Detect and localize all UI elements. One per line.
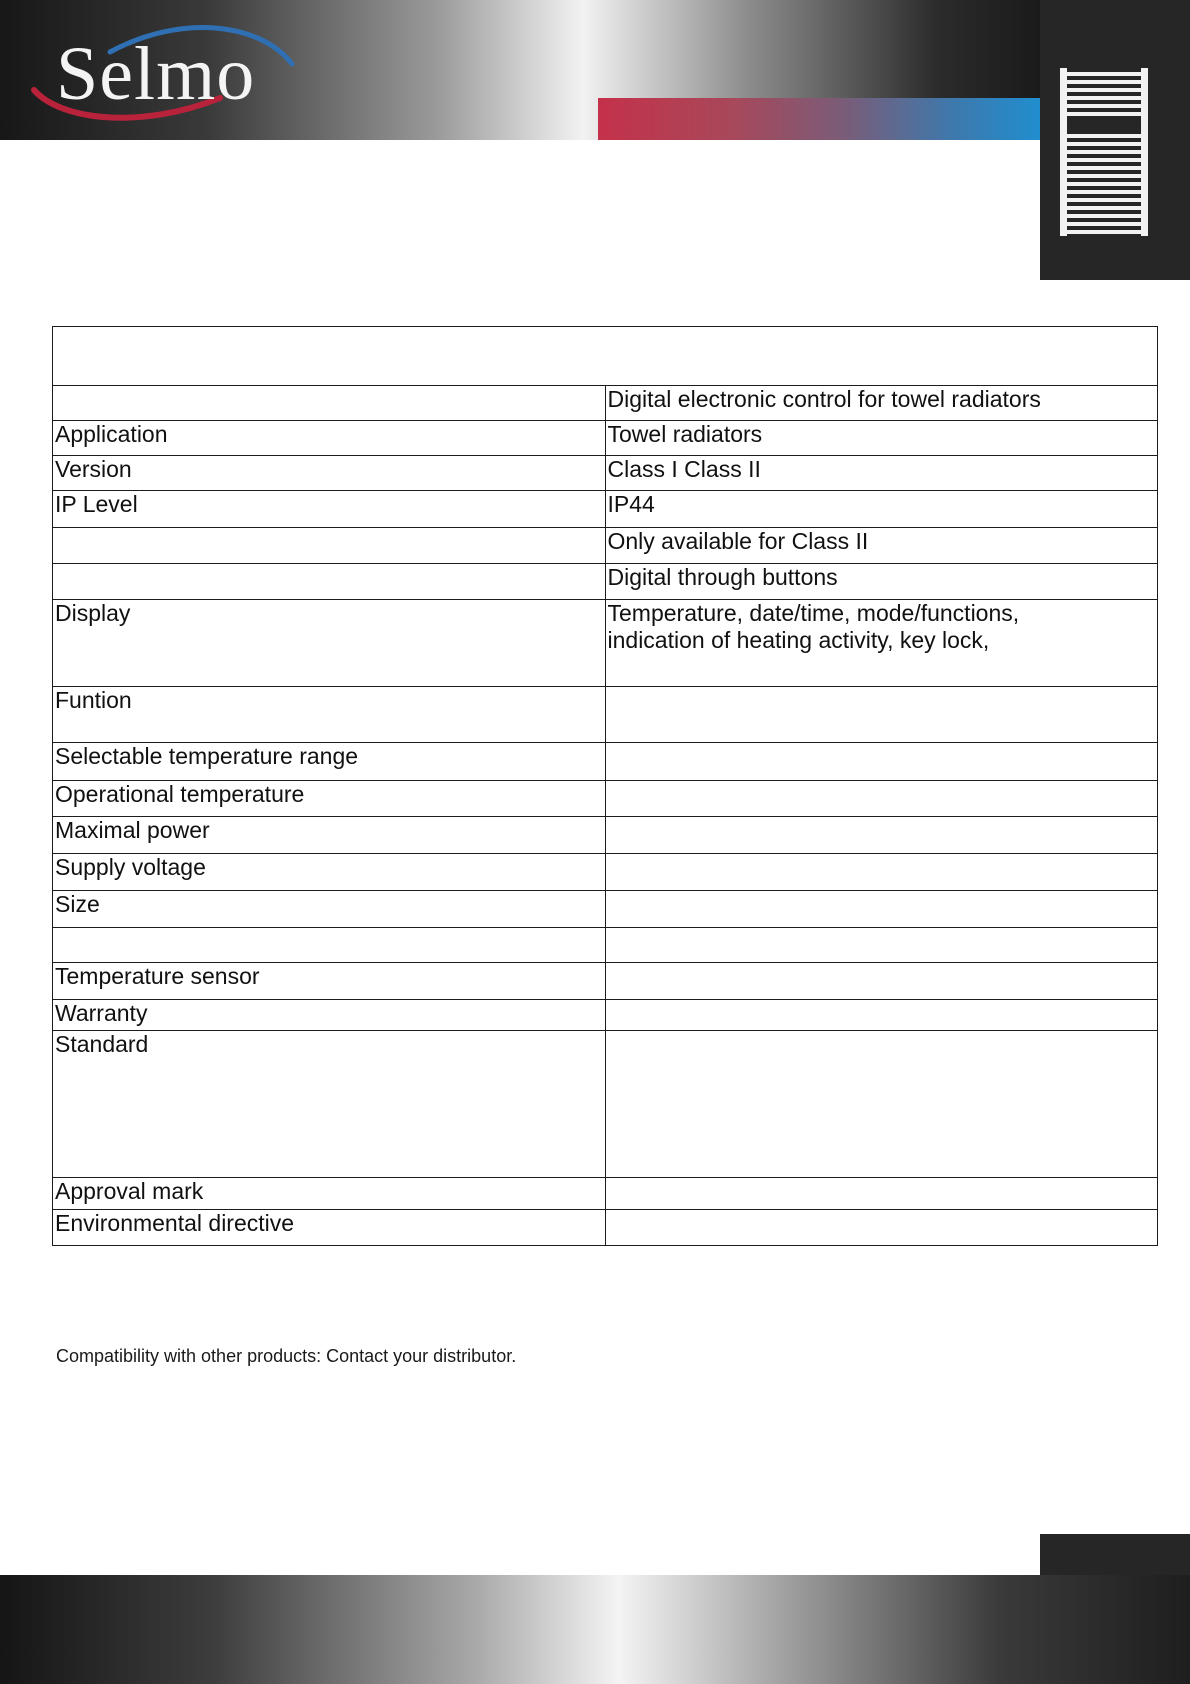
table-row: [53, 781, 1158, 817]
spec-label: Application: [53, 421, 606, 456]
radiator-rail: [1060, 206, 1148, 210]
spec-label: Display: [53, 600, 606, 687]
spec-label: Size: [53, 891, 606, 928]
brand-logo: [30, 18, 300, 128]
spec-value: Only available for Class II: [605, 528, 1158, 564]
header-band: [0, 0, 1040, 140]
spec-label: Selectable temperature range: [53, 743, 606, 781]
radiator-rail: [1060, 104, 1148, 108]
table-row: [53, 963, 1158, 1000]
table-row: [53, 817, 1158, 854]
radiator-rail: [1060, 150, 1148, 154]
spec-value: [605, 743, 1158, 781]
table-header-cell: [53, 327, 1158, 386]
spec-value: [605, 963, 1158, 1000]
spec-value: [605, 928, 1158, 963]
spec-label: Operational temperature: [53, 781, 606, 817]
spec-value: Temperature, date/time, mode/functions, indication of heating activity, key lock,: [605, 600, 1158, 687]
radiator-rail: [1060, 190, 1148, 194]
spec-label: Standard: [53, 1031, 606, 1178]
spec-label: Funtion: [53, 687, 606, 743]
table-row: [53, 743, 1158, 781]
spec-value: [605, 1178, 1158, 1210]
spec-value: [605, 781, 1158, 817]
radiator-rail: [1060, 158, 1148, 162]
radiator-rail: [1060, 142, 1148, 146]
spec-value: Towel radiators: [605, 421, 1158, 456]
spec-value: [605, 817, 1158, 854]
radiator-rail: [1060, 214, 1148, 218]
radiator-rail: [1060, 96, 1148, 100]
spec-value: [605, 687, 1158, 743]
footer-corner-block: [1040, 1534, 1190, 1576]
spec-label: Supply voltage: [53, 854, 606, 891]
spec-label: [53, 928, 606, 963]
spec-label: Warranty: [53, 1000, 606, 1031]
table-row: [53, 891, 1158, 928]
table-row: [53, 421, 1158, 456]
radiator-rail: [1060, 72, 1148, 76]
spec-value: [605, 854, 1158, 891]
spec-label: [53, 386, 606, 421]
table-row: [53, 600, 1158, 687]
radiator-rail: [1060, 80, 1148, 84]
radiator-rail: [1060, 222, 1148, 226]
brand-name: Selmo: [56, 32, 256, 116]
table-row: [53, 528, 1158, 564]
spec-value: [605, 1000, 1158, 1031]
table-row: [53, 854, 1158, 891]
table-row: [53, 1000, 1158, 1031]
spec-value: Digital electronic control for towel radiators: [605, 386, 1158, 421]
radiator-rail: [1060, 88, 1148, 92]
accent-color-bar: [598, 98, 1044, 140]
towel-radiator-icon: [1054, 58, 1154, 238]
table-row: [53, 1210, 1158, 1246]
product-thumbnail: [1040, 0, 1190, 280]
table-row: [53, 1031, 1158, 1178]
radiator-rail: [1060, 134, 1148, 138]
table-row: [53, 687, 1158, 743]
footer-band: [0, 1575, 1190, 1684]
table-row: [53, 386, 1158, 421]
compatibility-note: Compatibility with other products: Contact your distributor.: [56, 1346, 517, 1366]
spec-label: IP Level: [53, 491, 606, 528]
spec-value: [605, 1031, 1158, 1178]
spec-label: [53, 528, 606, 564]
spec-label: Environmental directive: [53, 1210, 606, 1246]
table-row: [53, 928, 1158, 963]
table-row: [53, 327, 1158, 386]
radiator-rail: [1060, 182, 1148, 186]
radiator-rail: [1060, 230, 1148, 234]
spec-value: IP44: [605, 491, 1158, 528]
spec-label: Version: [53, 456, 606, 491]
radiator-rail: [1060, 174, 1148, 178]
spec-value: [605, 1210, 1158, 1246]
radiator-rail: [1060, 198, 1148, 202]
table-row: [53, 1178, 1158, 1210]
table-row: [53, 564, 1158, 600]
spec-label: Approval mark: [53, 1178, 606, 1210]
spec-label: Temperature sensor: [53, 963, 606, 1000]
spec-value: Digital through buttons: [605, 564, 1158, 600]
spec-value: [605, 891, 1158, 928]
spec-value: Class I Class II: [605, 456, 1158, 491]
spec-label: Maximal power: [53, 817, 606, 854]
spec-label: [53, 564, 606, 600]
radiator-rail: [1060, 112, 1148, 116]
radiator-rail: [1060, 166, 1148, 170]
specification-table: [52, 326, 1158, 1246]
table-row: [53, 456, 1158, 491]
table-row: [53, 491, 1158, 528]
